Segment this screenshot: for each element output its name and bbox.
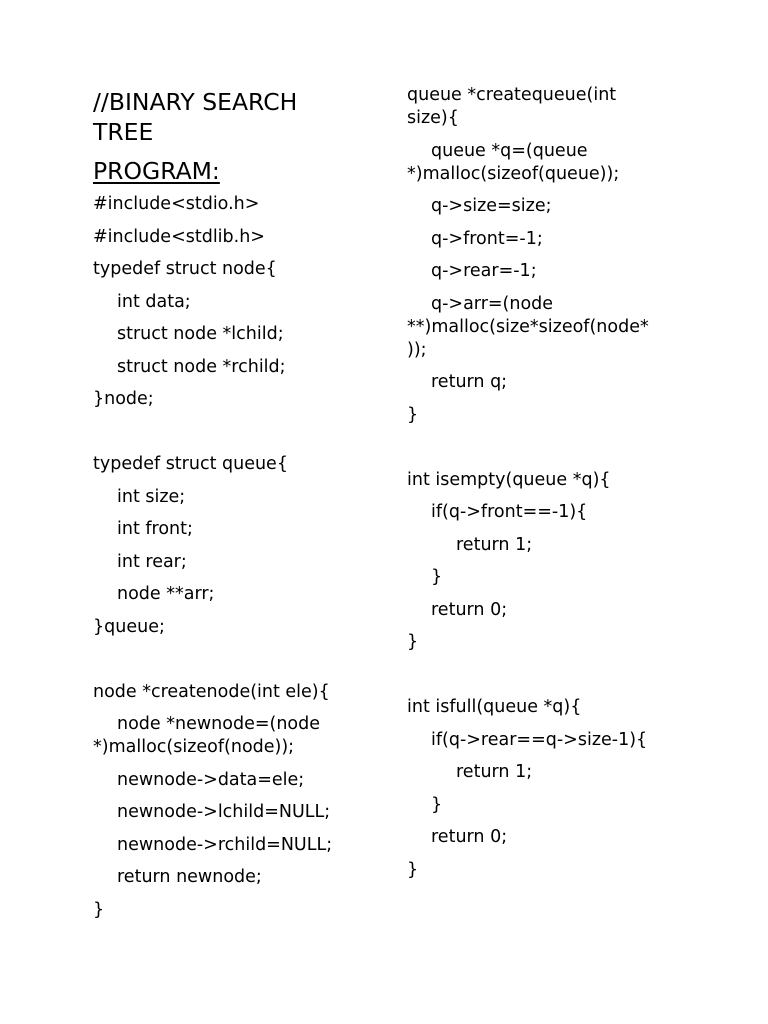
- document-title-line-2: TREE: [93, 118, 154, 146]
- code-line: [93, 226, 383, 249]
- code-text: queue *q=(queue: [431, 140, 588, 161]
- code-text: #include<stdio.h>: [93, 194, 260, 214]
- document-title-line-1: //BINARY SEARCH: [93, 88, 298, 116]
- code-line: [93, 291, 383, 314]
- code-line: [93, 258, 383, 281]
- code-line: [407, 195, 707, 218]
- code-line: [407, 859, 707, 882]
- code-line: [93, 551, 383, 574]
- code-line: [407, 599, 707, 622]
- code-line: [93, 518, 383, 541]
- code-text: typedef struct queue{: [93, 454, 288, 474]
- code-text: int size;: [117, 486, 186, 507]
- code-line: [93, 453, 383, 476]
- code-text: return 0;: [431, 599, 508, 620]
- right-column: [407, 84, 707, 891]
- code-line: [93, 388, 383, 411]
- code-line: [93, 866, 383, 889]
- code-text: }node;: [93, 389, 154, 409]
- code-text: struct node *lchild;: [117, 324, 284, 344]
- code-text: }: [93, 899, 105, 920]
- code-text: q->size=size;: [431, 196, 552, 216]
- code-line: [93, 486, 383, 509]
- code-text: }: [407, 404, 419, 425]
- code-text: newnode->rchild=NULL;: [117, 834, 333, 855]
- code-line: [407, 631, 707, 654]
- code-text: q->front=-1;: [431, 228, 543, 249]
- program-label: PROGRAM:: [93, 157, 220, 185]
- code-text: return newnode;: [117, 867, 262, 887]
- code-line: [93, 769, 383, 792]
- blank-line: [93, 648, 383, 671]
- code-line: [407, 534, 707, 557]
- code-text: int rear;: [117, 551, 187, 572]
- code-line: [93, 801, 383, 824]
- left-code-block: [93, 193, 383, 922]
- code-line: [407, 826, 707, 849]
- code-line: [407, 729, 707, 752]
- code-line: [407, 469, 707, 492]
- code-line: [407, 140, 707, 186]
- code-text: int isempty(queue *q){: [407, 469, 611, 490]
- code-line: [93, 583, 383, 606]
- code-line: [407, 501, 707, 524]
- blank-line: [407, 664, 707, 687]
- code-line: [93, 681, 383, 704]
- code-line: [407, 696, 707, 719]
- code-text: }: [407, 859, 419, 880]
- code-line: [407, 566, 707, 589]
- code-text: return 1;: [456, 534, 533, 555]
- code-line: [407, 404, 707, 427]
- code-text: newnode->lchild=NULL;: [117, 802, 331, 822]
- code-line: [407, 293, 707, 362]
- code-line: [407, 794, 707, 817]
- code-line: [93, 616, 383, 639]
- code-text: }: [407, 632, 419, 652]
- code-text: if(q->front==-1){: [431, 502, 588, 522]
- left-column: [93, 84, 383, 931]
- code-text: }: [431, 794, 443, 815]
- code-text-continued: *)malloc(sizeof(queue));: [407, 163, 620, 184]
- blank-line: [407, 436, 707, 459]
- code-line: [93, 356, 383, 379]
- code-text: }queue;: [93, 616, 165, 637]
- code-text: #include<stdlib.h>: [93, 226, 265, 247]
- code-text-continued: ));: [407, 339, 427, 360]
- code-line: [93, 713, 383, 759]
- code-line: [93, 834, 383, 857]
- code-text: queue *createqueue(int: [407, 85, 617, 105]
- code-text: return 1;: [456, 762, 533, 782]
- code-text: int data;: [117, 291, 191, 312]
- code-text: q->arr=(node: [431, 293, 554, 314]
- code-line: [407, 84, 707, 130]
- code-text: struct node *rchild;: [117, 356, 286, 377]
- code-text: node *newnode=(node: [117, 714, 320, 734]
- code-text: newnode->data=ele;: [117, 769, 305, 790]
- code-text-continued: *)malloc(sizeof(node));: [93, 737, 295, 757]
- code-line: [407, 260, 707, 283]
- code-text: int front;: [117, 519, 193, 539]
- code-text-continued: size){: [407, 108, 459, 128]
- code-text: node **arr;: [117, 584, 215, 604]
- code-line: [93, 323, 383, 346]
- code-line: [407, 228, 707, 251]
- code-text: if(q->rear==q->size-1){: [431, 729, 648, 750]
- code-line: [93, 899, 383, 922]
- code-text: node *createnode(int ele){: [93, 681, 330, 702]
- code-text: typedef struct node{: [93, 259, 277, 279]
- code-line: [93, 193, 383, 216]
- code-line: [407, 371, 707, 394]
- code-line: [407, 761, 707, 784]
- blank-line: [93, 421, 383, 444]
- code-text-continued: **)malloc(size*sizeof(node*: [407, 316, 649, 337]
- code-text: int isfull(queue *q){: [407, 697, 582, 717]
- code-text: }: [431, 567, 443, 587]
- right-code-block: [407, 84, 707, 882]
- code-text: return q;: [431, 372, 508, 392]
- code-text: return 0;: [431, 827, 508, 847]
- code-text: q->rear=-1;: [431, 261, 537, 281]
